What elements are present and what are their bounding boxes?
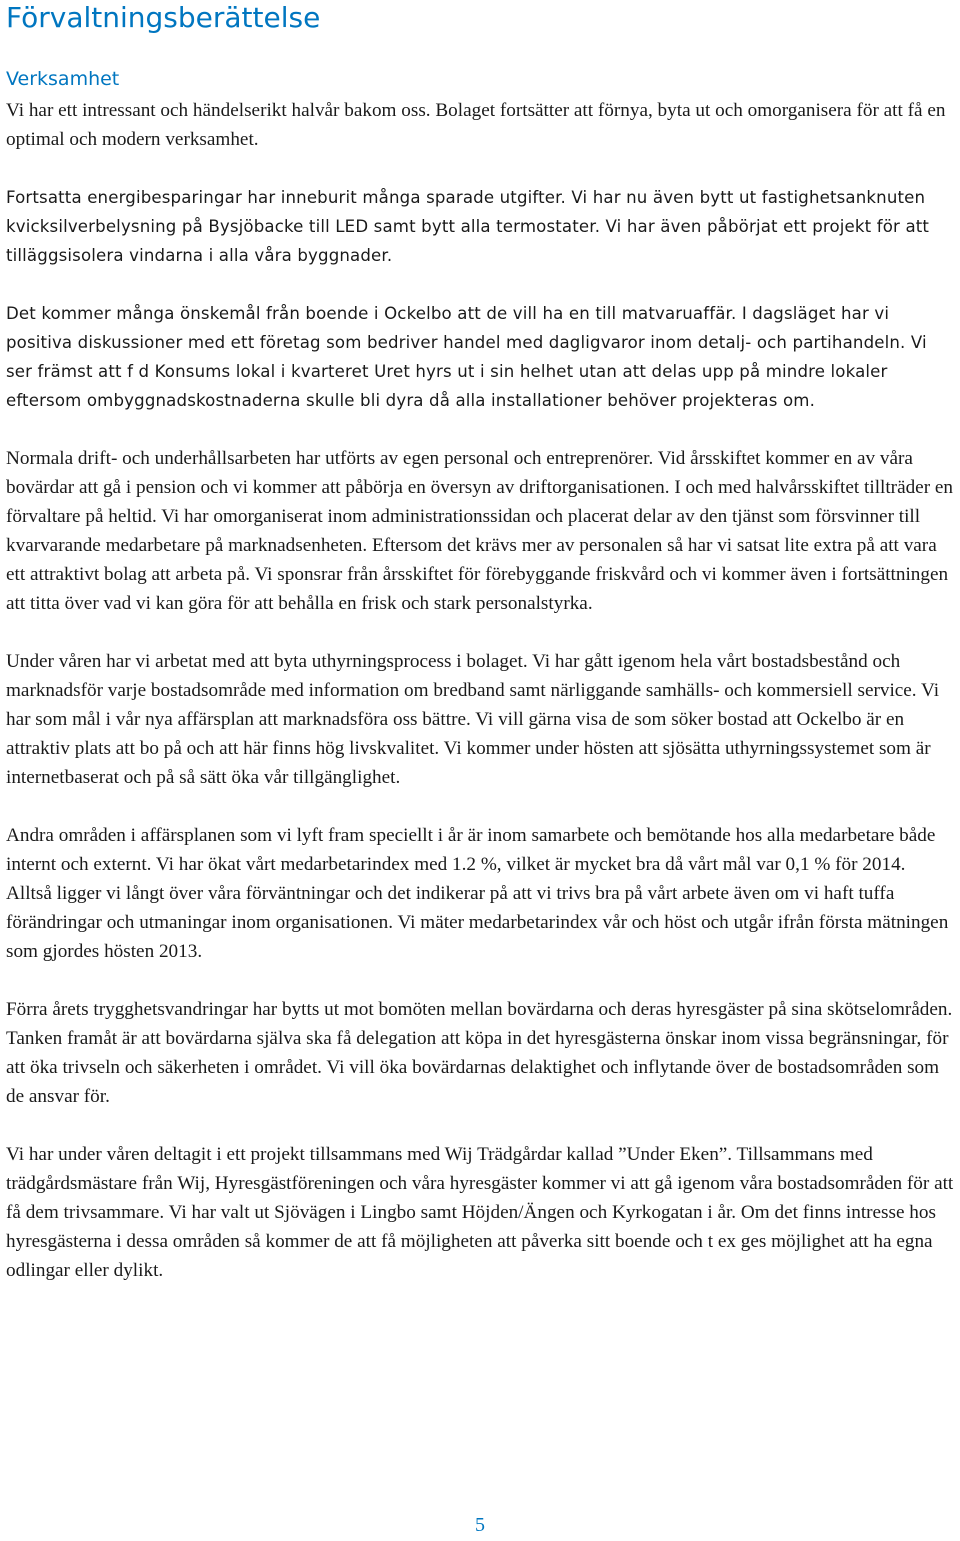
document-body <box>6 96 954 1314</box>
paragraph-staff-index: Andra områden i affärsplanen som vi lyft fram speciellt i år är inom samarbete och bemötande hos alla medarbetare både internt och externt. Vi har ökat vårt medarbetarindex med 1.2 %, vilket är mycket bra då vårt mål var 0,1 % för 2014. Alltså ligger vi långt över våra förväntningar och det indikerar på att vi trivs bra på vårt arbete även om vi haft tuffa förändringar och utmaningar inom organisationen. Vi mäter medarbetarindex vår och höst och utgår ifrån första mätningen som gjordes hösten 2013. <box>6 825 949 962</box>
page-number: 5 <box>475 1514 485 1536</box>
paragraph-energy: Fortsatta energibesparingar har inneburit många sparade utgifter. Vi har nu även bytt ut fastighetsanknuten kvicksilverbelysning på Bysjöbacke till LED samt bytt alla termostater. Vi har även påbörjat ett projekt för att tilläggsisolera vindarna i alla våra byggnader. <box>6 188 930 265</box>
document-title: Förvaltningsberättelse <box>6 1 321 34</box>
paragraph-grocery: Det kommer många önskemål från boende i Ockelbo att de vill ha en till matvaruaffär. I dagsläget har vi positiva diskussioner med ett företag som bedriver handel med dagligvaror inom detalj- och partihandeln. Vi ser främst att f d Konsums lokal i kvarteret Uret hyrs ut i sin helhet utan att delas upp på mindre lokaler eftersom ombyggnadskostnaderna skulle bli dyra då alla installationer behöver projekteras om. <box>6 304 927 410</box>
paragraph-maintenance: Normala drift- och underhållsarbeten har utförts av egen personal och entreprenörer. Vid årsskiftet kommer en av våra bovärdar att gå i pension och vi kommer att påbörja en översyn av driftorganisationen. I och med halvårsskiftet tillträder en förvaltare på heltid. Vi har omorganiserat inom administrationssidan och placerat delar av den tjänst som försvinner till kvarvarande medarbetare på marknadsenheten. Eftersom det krävs mer av personalen så har vi satsat lite extra på att vara ett attraktivt bolag att arbeta på. Vi sponsrar från årsskiftet för förebyggande friskvård och vi kommer även i fortsättningen att titta över vad vi kan göra för att behålla en frisk och stark personalstyrka. <box>6 448 953 614</box>
paragraph-safety-walks: Förra årets trygghetsvandringar har bytts ut mot bomöten mellan bovärdarna och deras hyresgäster på sina skötselområden. Tanken framåt är att bovärdarna själva ska få delegation att köpa in det hyresgästerna önskar inom vissa begränsningar, för att öka trivseln och säkerheten i området. Vi vill öka bovärdarnas delaktighet och inflytande över de bostadsområden som de ansvar för. <box>6 999 953 1107</box>
paragraph-intro: Vi har ett intressant och händelserikt halvår bakom oss. Bolaget fortsätter att förnya, byta ut och omorganisera för att få en optimal och modern verksamhet. <box>6 100 946 150</box>
paragraph-rental: Under våren har vi arbetat med att byta uthyrningsprocess i bolaget. Vi har gått igenom hela vårt bostadsbestånd och marknadsför varje bostadsområde med information om bredband samt närliggande samhälls- och kommersiell service. Vi har som mål i vår nya affärsplan att marknadsföra oss bättre. Vi vill gärna visa de som söker bostad att Ockelbo är en attraktiv plats att bo på och att här finns hög livskvalitet. Vi kommer under hösten att sjösätta uthyrningssystemet som är internetbaserat och på så sätt öka vår tillgänglighet. <box>6 651 940 788</box>
section-heading: Verksamhet <box>6 68 120 90</box>
paragraph-garden-project: Vi har under våren deltagit i ett projekt tillsammans med Wij Trädgårdar kallad ”Under Eken”. Tillsammans med trädgårdsmästare från Wij, Hyresgästföreningen och våra hyresgäster kommer vi att gå igenom våra bostadsområden för att få dem trivsammare. Vi har valt ut Sjövägen i Lingbo samt Höjden/Ängen och Kyrkogatan i år. Om det finns intresse hos hyresgästerna i dessa områden så kommer de att få möjligheten att påverka sitt boende och t ex ges möjlighet att ha egna odlingar eller dylikt. <box>6 1144 954 1281</box>
